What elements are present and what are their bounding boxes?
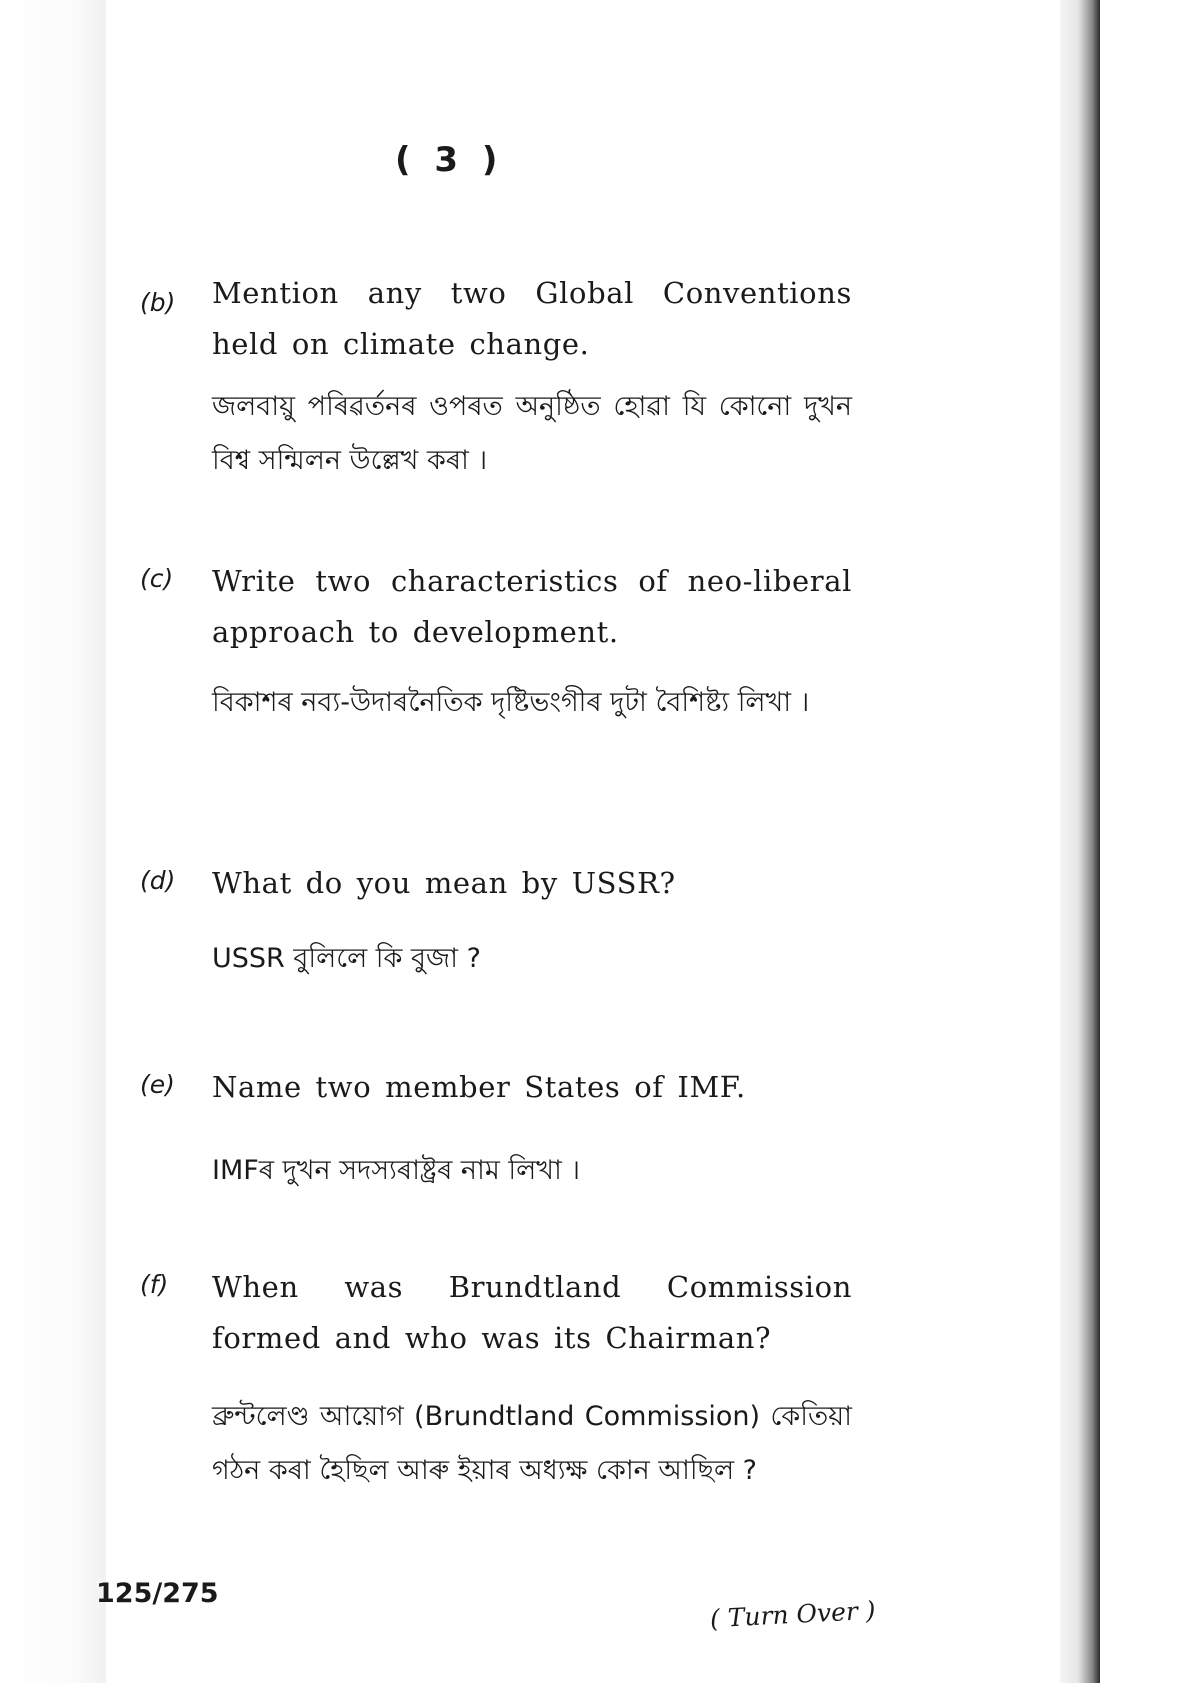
question-text-english: When was Brundtland Commission formed and who was its Chairman?: [212, 1270, 852, 1355]
question-label: (b): [140, 288, 176, 317]
question-label: (d): [140, 866, 176, 895]
scan-margin-right: [1060, 0, 1100, 1683]
page-number: ( 3 ): [395, 140, 504, 180]
paper-code: 125/275: [96, 1578, 219, 1609]
question-text-english: Write two characteristics of neo-liberal approach to development.: [212, 564, 852, 649]
question-label: (c): [140, 564, 174, 593]
question-text-english: What do you mean by USSR?: [212, 866, 676, 900]
question-label: (f): [140, 1270, 169, 1299]
question-text-assamese: জলবায়ু পৰিৱৰ্তনৰ ওপৰত অনুষ্ঠিত হোৱা যি কোনো দুখন বিশ্ব সন্মিলন উল্লেখ কৰা ।: [212, 391, 852, 476]
scan-margin-left: [0, 0, 106, 1683]
question-text-assamese: ব্ৰুন্টলেণ্ড আয়োগ (Brundtland Commission) কেতিয়া গঠন কৰা হৈছিল আৰু ইয়াৰ অধ্যক্ষ কোন আছিল ?: [212, 1401, 852, 1486]
question-text-english: Name two member States of IMF.: [212, 1070, 746, 1104]
question-text-english: Mention any two Global Conventions held on climate change.: [212, 276, 852, 361]
question-label: (e): [140, 1070, 175, 1099]
turn-over-note: ( Turn Over ): [709, 1595, 877, 1634]
question-text-assamese: বিকাশৰ নব্য-উদাৰনৈতিক দৃষ্টিভংগীৰ দুটা বৈশিষ্ট্য লিখা ।: [212, 687, 810, 718]
question-text-assamese: USSR বুলিলে কি বুজা ?: [212, 943, 481, 974]
question-text-assamese: IMFৰ দুখন সদস্যৰাষ্ট্ৰৰ নাম লিখা ।: [212, 1155, 581, 1186]
